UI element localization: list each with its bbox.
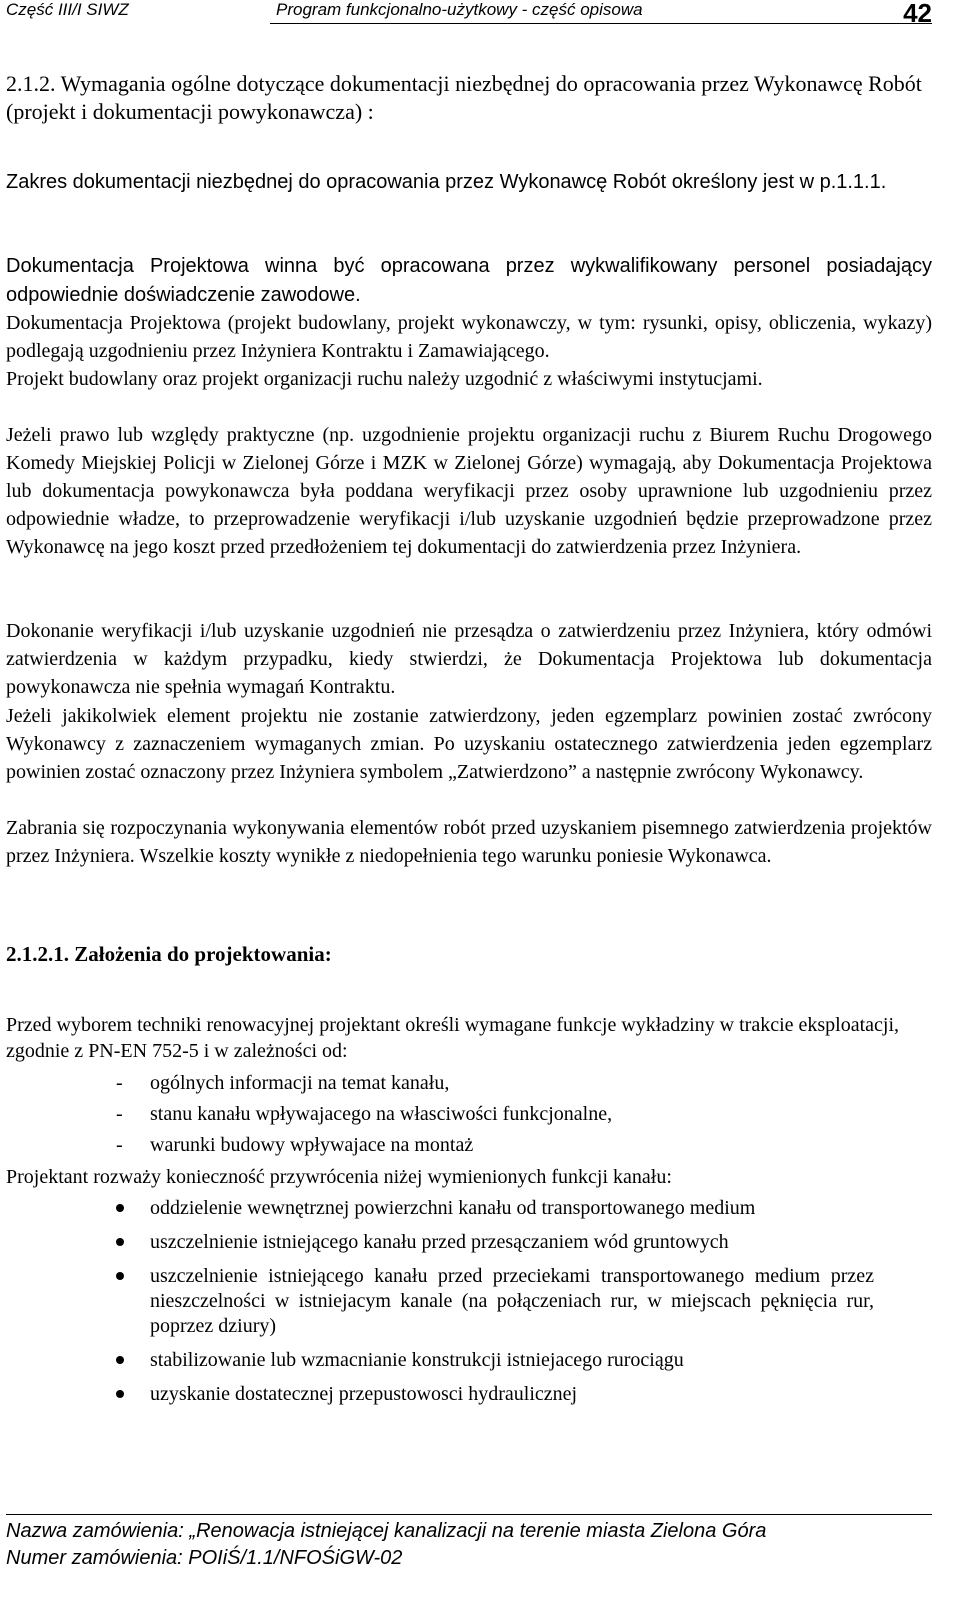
bullet-icon [116,1390,124,1398]
paragraph-6: Jeżeli jakikolwiek element projektu nie zostanie zatwierdzony, jeden egzemplarz powinien zostać zwrócony Wykonawcy z zaznaczeniem wymaganych zmian. Po uzyskaniu ostatecznego zatwierdzenia jeden egzemplarz powinien zostać oznaczony przez Inżyniera symbolem „Zatwierdzono” a następnie zwrócony Wykonawcy. [6,705,932,783]
list-item-text: uszczelnienie istniejącego kanału przed przesączaniem wód gruntowych [150,1231,729,1253]
paragraph-3: Projekt budowlany oraz projekt organizacji ruchu należy uzgodnić z właściwymi instytucjami. [6,368,763,390]
dash-marker: - [116,1134,123,1156]
dash-marker: - [116,1103,123,1125]
page-footer [6,1518,766,1572]
dash-marker: - [116,1072,123,1094]
header-part-label: Część III/I SIWZ [6,0,129,19]
bullet-icon [116,1204,124,1212]
list-item-text: warunki budowy wpływajace na montaż [150,1134,474,1156]
list-item-text: stanu kanału wpływajacego na własciwości funkcjonalne, [150,1103,613,1125]
list-item [6,1196,874,1221]
scope-paragraph: Zakres dokumentacji niezbędnej do opracowania przez Wykonawcę Robót określony jest w p.1.1.1. [6,171,887,193]
paragraph-2: Dokumentacja Projektowa (projekt budowlany, projekt wykonawczy, w tym: rysunki, opisy, obliczenia, wykazy) podlegają uzgodnieniu przez Inżyniera Kontraktu i Zamawiającego. [6,312,932,362]
bullet-icon [116,1272,124,1280]
list-item [6,1230,874,1255]
subsection-intro: Przed wyborem techniki renowacyjnej projektant określi wymagane funkcje wykładziny w trakcie eksploatacji, zgodnie z PN-EN 752-5 i w zależności od: [6,1014,900,1062]
footer-rule [6,1514,932,1515]
footer-order-number: Numer zamówienia: POIiŚ/1.1/NFOŚiGW-02 [6,1547,403,1569]
header-document-title: Program funkcjonalno-użytkowy - część opisowa [276,0,643,19]
list-item [6,1099,612,1130]
list-item-text: oddzielenie wewnętrznej powierzchni kanału od transportowanego medium [150,1197,756,1219]
list-item-text: uszczelnienie istniejącego kanału przed przeciekami transportowanego medium przez nieszczelności w istniejacym kanale (na połączeniach rur, w miejscach pęknięcia rur, poprzez dziury) [150,1265,874,1337]
list-item [6,1382,874,1407]
page-number: 42 [903,0,932,28]
list-item-text: stabilizowanie lub wzmacnianie konstrukcji istniejacego rurociągu [150,1349,684,1371]
list-item [6,1130,612,1161]
paragraph-4: Jeżeli prawo lub względy praktyczne (np. uzgodnienie projektu organizacji ruchu z Biurem Ruchu Drogowego Komedy Miejskiej Policji w Zielonej Górze i MZK w Zielonej Górze) wymagają, aby Dokumentacja Projektowa lub dokumentacja powykonawcza była poddana weryfikacji przez osoby uprawnione lub uzgodnieniu przez odpowiednie władze, to przeprowadzenie weryfikacji i/lub uzyskanie uzgodnień będzie przeprowadzone przez Wykonawcę na jego koszt przed przedłożeniem tej dokumentacji do zatwierdzenia przez Inżyniera. [6,424,932,558]
dash-list [6,1068,612,1161]
list-item-text: uzyskanie dostatecznej przepustowosci hydraulicznej [150,1383,578,1405]
section-heading: 2.1.2. Wymagania ogólne dotyczące dokumentacji niezbędnej do opracowania przez Wykonawcę Robót (projekt i dokumentacji powykonawcza) : [6,71,922,124]
list-item [6,1068,612,1099]
list-item [6,1348,874,1373]
subsection-heading: 2.1.2.1. Założenia do projektowania: [6,942,332,966]
bullet-icon [116,1238,124,1246]
paragraph-1: Dokumentacja Projektowa winna być opracowana przez wykwalifikowany personel posiadający odpowiednie doświadczenie zawodowe. [6,255,932,306]
list-item-text: ogólnych informacji na temat kanału, [150,1072,450,1094]
paragraph-5: Dokonanie weryfikacji i/lub uzyskanie uzgodnień nie przesądza o zatwierdzeniu przez Inżyniera, który odmówi zatwierdzenia w każdym przypadku, kiedy stwierdzi, że Dokumentacja Projektowa lub dokumentacja powykonawcza nie spełnia wymagań Kontraktu. [6,620,932,698]
functions-lead: Projektant rozważy konieczność przywrócenia niżej wymienionych funkcji kanału: [6,1166,672,1188]
list-item [6,1264,874,1339]
header-rule [270,23,932,24]
bullet-list [6,1196,874,1416]
bullet-icon [116,1356,124,1364]
paragraph-7: Zabrania się rozpoczynania wykonywania elementów robót przed uzyskaniem pisemnego zatwierdzenia projektów przez Inżyniera. Wszelkie koszty wynikłe z niedopełnienia tego warunku poniesie Wykonawca. [6,817,932,867]
footer-order-name: Nazwa zamówienia: „Renowacja istniejącej kanalizacji na terenie miasta Zielona Góra [6,1520,767,1542]
